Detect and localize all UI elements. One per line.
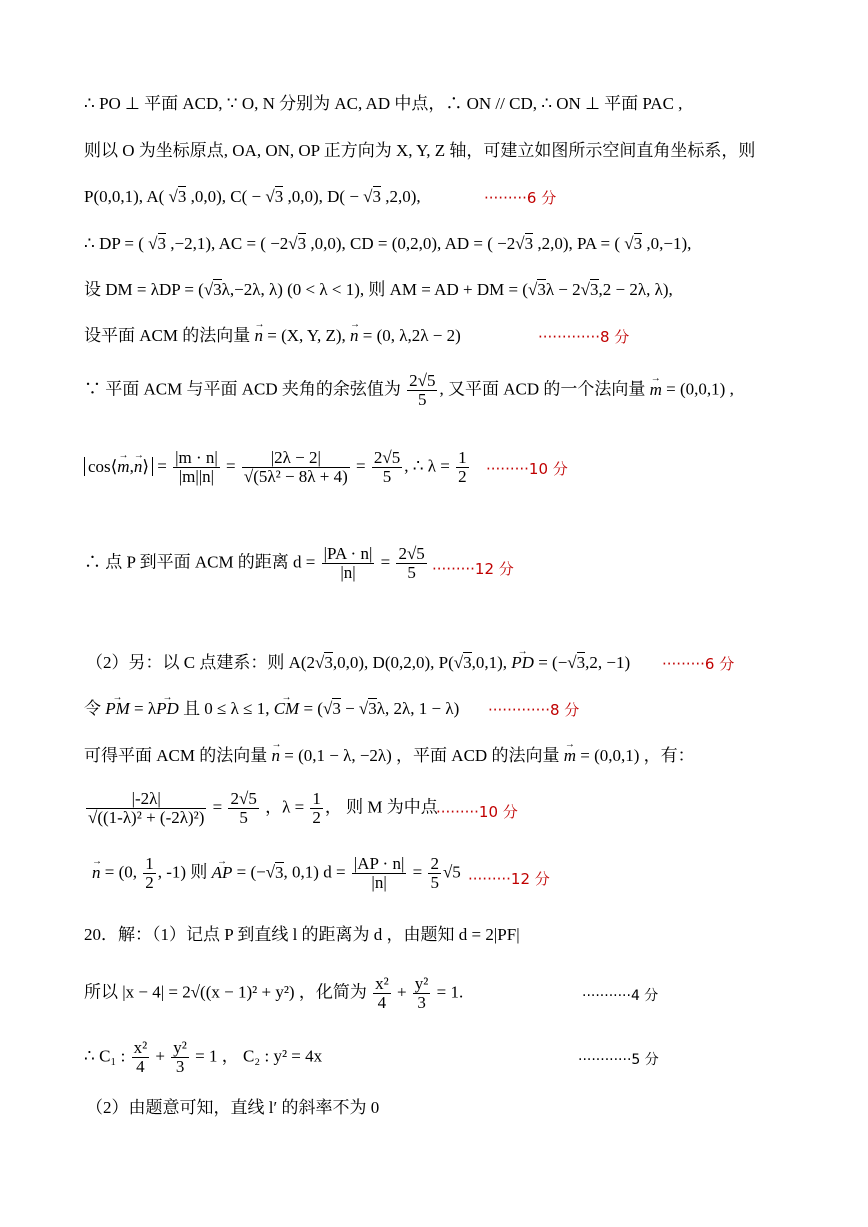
- line-7: [84, 372, 734, 409]
- score-line-11: ·············8 分: [488, 701, 580, 719]
- text: =: [351, 456, 370, 476]
- line-6: [84, 326, 461, 346]
- fraction: [322, 545, 375, 582]
- numerator: |2λ − 2|: [242, 449, 350, 468]
- numerator: x²: [133, 1038, 148, 1057]
- text: = (0,0,1) ,: [661, 379, 734, 399]
- text: 设平面 ACM 的法向量: [84, 326, 255, 345]
- text: = 1 ， C₂ : y² = 4x: [190, 1046, 323, 1066]
- text: =: [221, 456, 240, 476]
- score-line-3: ·········6 分: [484, 189, 557, 207]
- text: 可得平面 ACM 的法向量: [84, 746, 272, 765]
- text: ⟩: [142, 456, 149, 476]
- line-11: 令 → PM = λ→ PD 且 0 ≤ λ ≤ 1, → CM = (√3 − √3λ, 2λ, 1 − λ): [84, 699, 459, 719]
- text: , 0,1) d =: [283, 862, 350, 882]
- denominator: 5: [382, 467, 392, 486]
- text: λ,−2λ, λ) (0 < λ < 1), 则 AM = AD + DM = (: [221, 280, 528, 299]
- score-line-17: ············5 分: [578, 1052, 659, 1068]
- line-16: [84, 975, 463, 1012]
- fraction: [372, 449, 402, 486]
- radicand: 3: [372, 187, 381, 206]
- radicand: 3: [576, 653, 586, 672]
- numerator: 2√5: [409, 371, 436, 390]
- line-2: [84, 141, 755, 161]
- radicand: 3: [213, 280, 222, 299]
- text: = (0,0,1) ，有：: [575, 746, 695, 765]
- denominator: √(5λ² − 8λ + 4): [243, 467, 348, 486]
- text: ,0,1),: [471, 653, 512, 672]
- vector-pm: → PM: [105, 699, 130, 719]
- line-2-text: 则以 O 为坐标原点, OA, ON, OP 正方向为 X, Y, Z 轴，可建立如图所示空间直角坐标系，则: [84, 141, 756, 160]
- denominator: 4: [136, 1057, 145, 1076]
- radicand: 3: [274, 187, 284, 206]
- text: = (X, Y, Z),: [262, 326, 351, 345]
- vector-cm: → CM: [274, 699, 300, 719]
- vector-m: → m: [564, 746, 576, 766]
- numerator: |PA · n|: [323, 544, 373, 563]
- text: ,0,0), CD = (0,2,0), AD = ( −2: [306, 234, 516, 253]
- radicand: 3: [275, 862, 284, 882]
- vector-n: → n: [350, 326, 359, 346]
- text: , 又平面 ACD 的一个法向量: [439, 379, 650, 399]
- text: +: [151, 1046, 170, 1066]
- vector-n: → n: [134, 457, 143, 477]
- fraction: [228, 790, 258, 827]
- text: = (−: [232, 862, 266, 882]
- text: = (: [299, 699, 323, 718]
- fraction: [132, 1039, 150, 1076]
- score-line-6: ·············8 分: [538, 328, 630, 346]
- text: ∴ 点 P 到平面 ACM 的距离 d =: [84, 552, 320, 572]
- abs-cos: [84, 457, 153, 476]
- line-8: [84, 449, 471, 486]
- text: 且 0 ≤ λ ≤ 1,: [178, 699, 274, 718]
- text: ， 则 M 为中点: [324, 797, 438, 817]
- text: +: [392, 982, 411, 1002]
- text: 20．解：（1）记点 P 到直线 l 的距离为 d ，由题知 d = 2|PF|: [84, 925, 520, 944]
- text: −: [340, 699, 359, 718]
- radicand: 3: [590, 280, 599, 299]
- line-14: → n = (0, $\frac{1}{2}$ , -1) 则 → AP = (−√3, 0,1) d = $\frac{|AP \cdot n|}{|n|}$ = $\frac{2}{5}$ √5: [92, 855, 461, 892]
- radicand: 3: [324, 653, 333, 672]
- text: 令: [84, 699, 106, 718]
- numerator: |m · n|: [175, 448, 218, 467]
- radicand: 3: [177, 187, 187, 206]
- line-17: [84, 1039, 322, 1076]
- fraction: [242, 449, 350, 486]
- fraction: [373, 975, 391, 1012]
- numerator: 1: [458, 448, 467, 467]
- line-3: P(0,0,1), A( √3 ,0,0), C( − √3 ,0,0), D( − √3 ,2,0),: [84, 187, 421, 206]
- text: ∴ DP = (: [84, 234, 149, 253]
- denominator: 4: [377, 993, 387, 1012]
- text: = (−: [533, 653, 568, 672]
- numerator: 1: [312, 789, 321, 808]
- text: ,2 − 2λ, λ),: [598, 280, 673, 299]
- denominator: 2: [145, 873, 154, 892]
- denominator: 5: [418, 390, 427, 409]
- text: cos⟨: [88, 456, 118, 476]
- text: = (0,1 − λ, −2λ) ，平面 ACD 的法向量: [279, 746, 564, 765]
- text: = λ: [129, 699, 157, 718]
- line-5: 设 DM = λDP = (√3λ,−2λ, λ) (0 < λ < 1), 则 AM = AD + DM = (√3λ − 2√3,2 − 2λ, λ),: [84, 280, 673, 299]
- text: 设 DM = λDP = (: [84, 280, 204, 299]
- text: , ∴ λ =: [404, 456, 455, 476]
- score-line-8: ·········10 分: [486, 460, 568, 478]
- fraction: [171, 1039, 189, 1076]
- radicand: 3: [297, 234, 307, 253]
- denominator: 2: [312, 808, 321, 827]
- text: ,2,0), PA = (: [533, 234, 625, 253]
- text: =: [208, 797, 227, 817]
- text: √5: [442, 862, 461, 882]
- text: ，λ =: [260, 797, 309, 817]
- denominator: 3: [175, 1057, 185, 1076]
- text: =: [152, 456, 172, 476]
- numerator: 2√5: [373, 448, 401, 467]
- numerator: |-2λ|: [86, 790, 206, 809]
- fraction: [143, 855, 156, 892]
- radicand: 3: [524, 234, 534, 253]
- text: = 1.: [432, 982, 464, 1002]
- vector-n: → n: [254, 326, 263, 346]
- numerator: x²: [375, 974, 389, 993]
- numerator: |AP · n|: [353, 854, 405, 873]
- denominator: 3: [417, 993, 426, 1012]
- vector-m: → m: [117, 457, 129, 477]
- numerator: 1: [145, 854, 154, 873]
- radicand: 3: [463, 653, 472, 672]
- vector-n: → n: [92, 863, 101, 883]
- fraction: [173, 449, 220, 486]
- text: ,0,0), D( −: [283, 187, 364, 206]
- text: =: [376, 552, 395, 572]
- line-15: [84, 925, 520, 945]
- line-1-text: ∴ PO ⊥ 平面 ACD, ∵ O, N 分别为 AC, AD 中点，∴ ON // CD, ∴ ON ⊥ 平面 PAC ,: [84, 94, 683, 113]
- text: P(0,0,1), A(: [84, 187, 169, 206]
- fraction: [310, 790, 323, 827]
- text: ∵ 平面 ACM 与平面 ACD 夹角的余弦值为: [84, 379, 406, 399]
- numerator: 2√5: [398, 544, 425, 563]
- fraction: [86, 790, 206, 827]
- text: λ, 2λ, 1 − λ): [376, 699, 460, 718]
- line-10: （2）另：以 C 点建系：则 A(2√3,0,0), D(0,2,0), P(√3,0,1), → PD = (−√3,2, −1): [86, 653, 630, 673]
- score-line-14: ·········12 分: [468, 870, 550, 888]
- line-9: [84, 545, 429, 582]
- text: ,−2,1), AC = ( −2: [166, 234, 289, 253]
- text: =: [408, 862, 427, 882]
- denominator: 5: [407, 563, 416, 582]
- radicand: 3: [368, 699, 377, 718]
- score-line-16: ···········4 分: [582, 988, 659, 1004]
- radicand: 3: [332, 699, 341, 718]
- line-13: [84, 790, 438, 827]
- denominator: |n|: [340, 563, 356, 582]
- text: ,0,0), D(0,2,0), P(: [332, 653, 454, 672]
- line-18: [86, 1098, 379, 1118]
- text: ,2,0),: [381, 187, 421, 206]
- text: = (0, λ,2λ − 2): [358, 326, 461, 345]
- vector-pd: → PD: [156, 699, 179, 719]
- denominator: √((1-λ)² + (-2λ)²): [88, 808, 205, 827]
- text: ,: [129, 456, 134, 476]
- score-line-10: ·········6 分: [662, 655, 735, 673]
- denominator: |n|: [371, 873, 387, 892]
- score-line-9: ·········12 分: [432, 560, 514, 578]
- radicand: 3: [537, 280, 546, 299]
- fraction: [428, 855, 441, 892]
- text: ,2, −1): [585, 653, 631, 672]
- text: ∴ C₁ :: [84, 1046, 130, 1066]
- text: 所以 |x − 4| = 2√((x − 1)² + y²) ，化简为: [84, 982, 372, 1002]
- vector-n: → n: [271, 746, 280, 766]
- line-1: [84, 94, 682, 114]
- vector-pd: → PD: [511, 653, 534, 673]
- numerator: y²: [173, 1038, 187, 1057]
- fraction: [407, 372, 437, 409]
- numerator: 2: [430, 854, 439, 873]
- radicand: 3: [633, 234, 643, 253]
- denominator: |m||n|: [178, 467, 215, 486]
- fraction: [352, 855, 407, 892]
- text: , -1) 则: [157, 862, 212, 882]
- text: （2）由题意可知，直线 l′ 的斜率不为 0: [86, 1098, 380, 1117]
- radicand: 3: [157, 234, 167, 253]
- vector-ap: → AP: [212, 863, 233, 883]
- text: （2）另：以 C 点建系：则 A(2: [86, 653, 316, 672]
- fraction: [396, 545, 426, 582]
- text: λ − 2: [545, 280, 581, 299]
- fraction: [413, 975, 431, 1012]
- fraction: [456, 449, 469, 486]
- text: ,0,0), C( −: [186, 187, 266, 206]
- denominator: 5: [239, 808, 248, 827]
- text: = (0,: [100, 862, 142, 882]
- denominator: 2: [458, 467, 467, 486]
- text: ,0,−1),: [642, 234, 692, 253]
- vector-m: → m: [650, 380, 662, 400]
- denominator: 5: [430, 873, 439, 892]
- line-4: ∴ DP = ( √3 ,−2,1), AC = ( −2√3 ,0,0), CD = (0,2,0), AD = ( −2√3 ,2,0), PA = ( √3 ,0,−1),: [84, 234, 692, 253]
- line-12: [84, 746, 695, 766]
- numerator: 2√5: [230, 789, 257, 808]
- numerator: y²: [414, 974, 429, 993]
- score-line-13: ·········10 分: [436, 803, 518, 821]
